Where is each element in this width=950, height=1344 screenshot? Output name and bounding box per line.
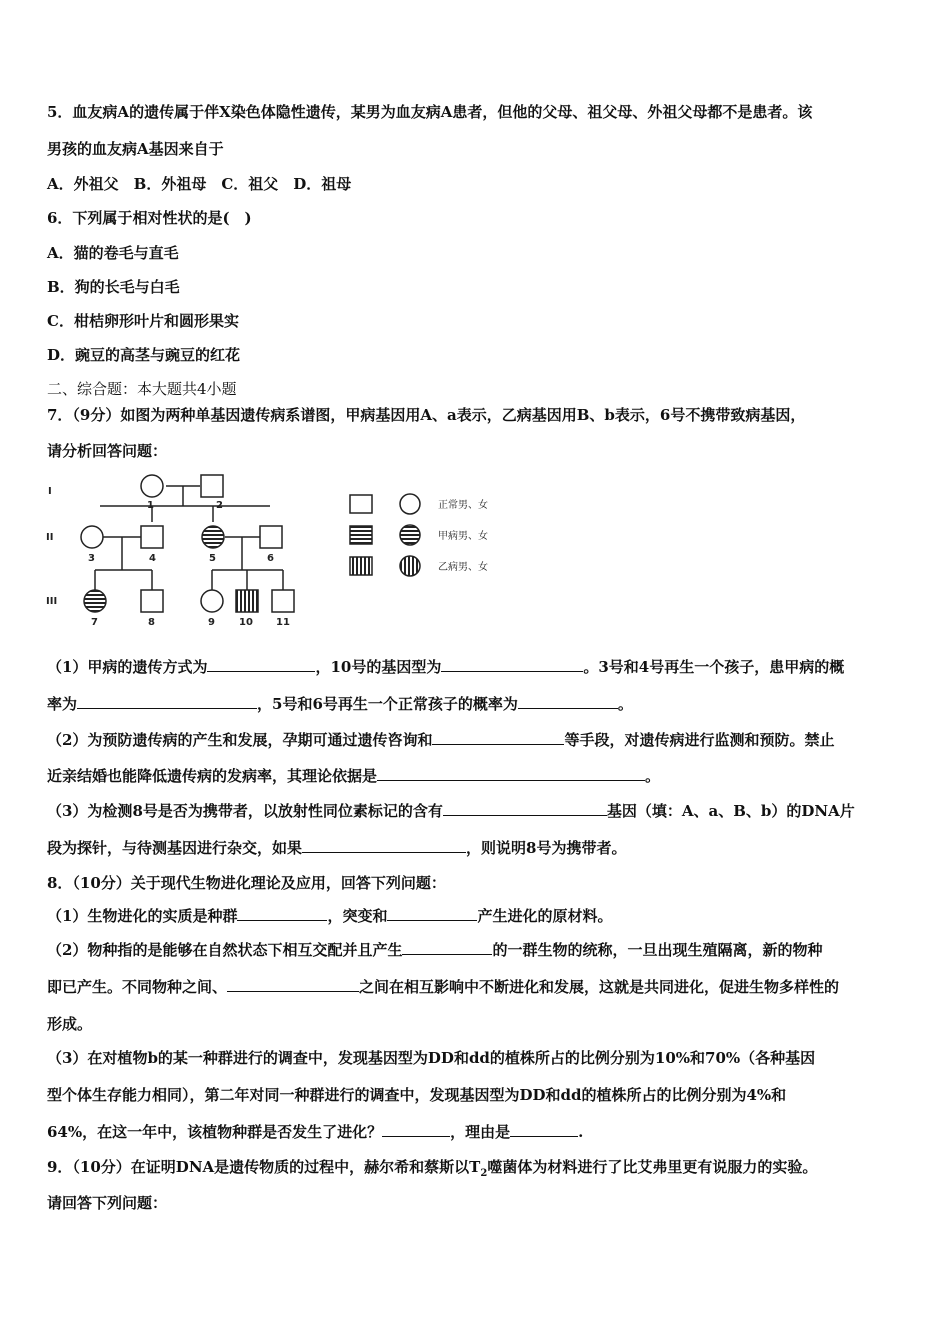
q7-part2-line1 bbox=[47, 730, 834, 750]
q8-p2-text-c: 即已产生。不同物种之间、 bbox=[47, 978, 228, 996]
pedigree-individual-2 bbox=[201, 475, 223, 497]
generation-label-iii: III bbox=[46, 596, 58, 607]
legend-disease-a-male bbox=[350, 526, 372, 544]
legend-normal-male bbox=[350, 495, 372, 513]
q8-part3-line3 bbox=[47, 1122, 583, 1142]
answer-blank[interactable] bbox=[402, 940, 492, 955]
q6-option-b: B．狗的长毛与白毛 bbox=[47, 278, 180, 296]
legend-disease-b-female bbox=[400, 556, 420, 576]
pedigree-individual-3 bbox=[81, 526, 103, 548]
q7-p1-text-a: （1）甲病的遗传方式为 bbox=[47, 658, 208, 676]
q7-p3-text-a: （3）为检测8号是否为携带者，以放射性同位素标记的含有 bbox=[47, 802, 443, 820]
individual-number-9: 9 bbox=[208, 617, 215, 628]
individual-number-3: 3 bbox=[88, 553, 95, 564]
answer-blank[interactable] bbox=[387, 906, 477, 921]
answer-blank[interactable] bbox=[441, 657, 583, 672]
answer-blank[interactable] bbox=[227, 977, 359, 992]
q6-stem: 6．下列属于相对性状的是( ) bbox=[47, 209, 252, 227]
q7-p1-text-d: 率为 bbox=[47, 695, 78, 713]
pedigree-individual-11 bbox=[272, 590, 294, 612]
q5-stem-line2: 男孩的血友病A基因来自于 bbox=[47, 140, 224, 158]
q7-p3-text-c: 段为探针，与待测基因进行杂交，如果 bbox=[47, 839, 303, 857]
pedigree-individual-9 bbox=[201, 590, 223, 612]
q8-p1-text-c: 产生进化的原材料。 bbox=[477, 907, 613, 925]
q9-stem-line2: 请回答下列问题： bbox=[47, 1194, 168, 1212]
q7-p2-text-c: 近亲结婚也能降低遗传病的发病率，其理论依据是 bbox=[47, 767, 378, 785]
generation-label-ii: II bbox=[46, 532, 54, 543]
answer-blank[interactable] bbox=[432, 730, 564, 745]
legend-disease-a-female bbox=[400, 525, 420, 545]
q7-p3-text-b: 基因（填：A、a、B、b）的DNA片 bbox=[606, 802, 855, 820]
individual-number-8: 8 bbox=[148, 617, 155, 628]
individual-number-2: 2 bbox=[216, 500, 223, 511]
pedigree-individual-10 bbox=[236, 590, 258, 612]
section-heading: 二、综合题：本大题共4小题 bbox=[47, 380, 237, 398]
q8-p2-text-a: （2）物种指的是能够在自然状态下相互交配并且产生 bbox=[47, 941, 403, 959]
q7-part1-line2 bbox=[47, 694, 633, 714]
answer-blank[interactable] bbox=[237, 906, 327, 921]
q8-stem: 8．（10分）关于现代生物进化理论及应用，回答下列问题： bbox=[47, 874, 446, 892]
q8-part2-line3: 形成。 bbox=[47, 1015, 93, 1033]
q7-p2-text-a: （2）为预防遗传病的产生和发展，孕期可通过遗传咨询和 bbox=[47, 731, 433, 749]
q8-p3-text-e: . bbox=[578, 1123, 584, 1141]
q8-p3-text-d: ，理由是 bbox=[450, 1123, 511, 1141]
q8-p1-text-b: ，突变和 bbox=[327, 907, 388, 925]
pedigree-individual-1 bbox=[141, 475, 163, 497]
pedigree-individual-6 bbox=[260, 526, 282, 548]
q7-p2-text-d: 。 bbox=[645, 767, 661, 785]
answer-blank[interactable] bbox=[382, 1122, 450, 1137]
individual-number-11: 11 bbox=[276, 617, 290, 628]
pedigree-individual-7 bbox=[84, 590, 106, 612]
q8-p3-text-c: 64%，在这一年中，该植物种群是否发生了进化？ bbox=[47, 1123, 383, 1141]
individual-number-5: 5 bbox=[209, 553, 216, 564]
q6-option-d: D．豌豆的高茎与豌豆的红花 bbox=[47, 346, 241, 364]
q7-p1-text-e: ，5号和6号再生一个正常孩子的概率为 bbox=[257, 695, 518, 713]
q7-stem-line1: 7．（9分）如图为两种单基因遗传病系谱图，甲病基因用A、a表示，乙病基因用B、b表示，6号不携带致病基因， bbox=[47, 406, 806, 424]
legend-label-disease-a: 甲病男、女 bbox=[438, 531, 488, 542]
q8-part2-line2 bbox=[47, 977, 839, 997]
answer-blank[interactable] bbox=[302, 838, 466, 853]
q9-stem-text-a: 9．（10分）在证明DNA是遗传物质的过程中，赫尔希和蔡斯以T bbox=[47, 1158, 481, 1176]
q9-stem-line1 bbox=[47, 1157, 817, 1184]
q7-p1-text-b: ，10号的基因型为 bbox=[315, 658, 442, 676]
q8-part3-line1: （3）在对植物b的某一种群进行的调查中，发现基因型为DD和dd的植株所占的比例分别为10%和70%（各种基因 bbox=[47, 1049, 816, 1067]
answer-blank[interactable] bbox=[518, 694, 618, 709]
q8-part3-line2: 型个体生存能力相同），第二年对同一种群进行的调查中，发现基因型为DD和dd的植株所占的比例分别为4%和 bbox=[47, 1086, 787, 1104]
q6-option-a: A．猫的卷毛与直毛 bbox=[47, 244, 179, 262]
q8-part1 bbox=[47, 906, 612, 926]
q9-stem-subscript: 2 bbox=[480, 1168, 488, 1179]
q7-part2-line2 bbox=[47, 766, 660, 786]
q6-option-c: C．柑桔卵形叶片和圆形果实 bbox=[47, 312, 239, 330]
q7-p1-text-c: 。3号和4号再生一个孩子，患甲病的概 bbox=[583, 658, 845, 676]
generation-label-i: I bbox=[48, 486, 52, 497]
legend-disease-b-male bbox=[350, 557, 372, 575]
q5-options: A．外祖父 B．外祖母 C．祖父 D．祖母 bbox=[47, 175, 352, 193]
legend-normal-female bbox=[400, 494, 420, 514]
q7-part3-line1 bbox=[47, 801, 855, 821]
individual-number-1: 1 bbox=[147, 500, 154, 511]
answer-blank[interactable] bbox=[377, 766, 645, 781]
legend-label-disease-b: 乙病男、女 bbox=[438, 562, 488, 573]
individual-number-7: 7 bbox=[91, 617, 98, 628]
legend-label-normal: 正常男、女 bbox=[438, 500, 488, 511]
q7-p1-text-f: 。 bbox=[617, 695, 633, 713]
q8-part2-line1 bbox=[47, 940, 822, 960]
q5-stem-line1: 5．血友病A的遗传属于伴X染色体隐性遗传，某男为血友病A患者，但他的父母、祖父母、外祖父母都不是患者。该 bbox=[47, 103, 813, 121]
individual-number-4: 4 bbox=[149, 553, 156, 564]
q7-stem-line2: 请分析回答问题： bbox=[47, 442, 168, 460]
individual-number-6: 6 bbox=[267, 553, 274, 564]
q8-p2-text-d: 之间在相互影响中不断进化和发展，这就是共同进化，促进生物多样性的 bbox=[359, 978, 840, 996]
q7-p2-text-b: 等手段，对遗传病进行监测和预防。禁止 bbox=[564, 731, 835, 749]
answer-blank[interactable] bbox=[207, 657, 315, 672]
answer-blank[interactable] bbox=[77, 694, 257, 709]
q8-p2-text-b: 的一群生物的统称，一旦出现生殖隔离，新的物种 bbox=[492, 941, 823, 959]
pedigree-individual-5 bbox=[202, 526, 224, 548]
answer-blank[interactable] bbox=[510, 1122, 578, 1137]
q8-p1-text-a: （1）生物进化的实质是种群 bbox=[47, 907, 238, 925]
q7-part3-line2 bbox=[47, 838, 626, 858]
individual-number-10: 10 bbox=[239, 617, 253, 628]
pedigree-individual-4 bbox=[141, 526, 163, 548]
q9-stem-text-b: 噬菌体为材料进行了比艾弗里更有说服力的实验。 bbox=[487, 1158, 818, 1176]
pedigree-individual-8 bbox=[141, 590, 163, 612]
pedigree-chart bbox=[40, 470, 530, 630]
answer-blank[interactable] bbox=[443, 801, 607, 816]
q7-p3-text-d: ，则说明8号为携带者。 bbox=[466, 839, 627, 857]
q7-part1-line1 bbox=[47, 657, 844, 677]
